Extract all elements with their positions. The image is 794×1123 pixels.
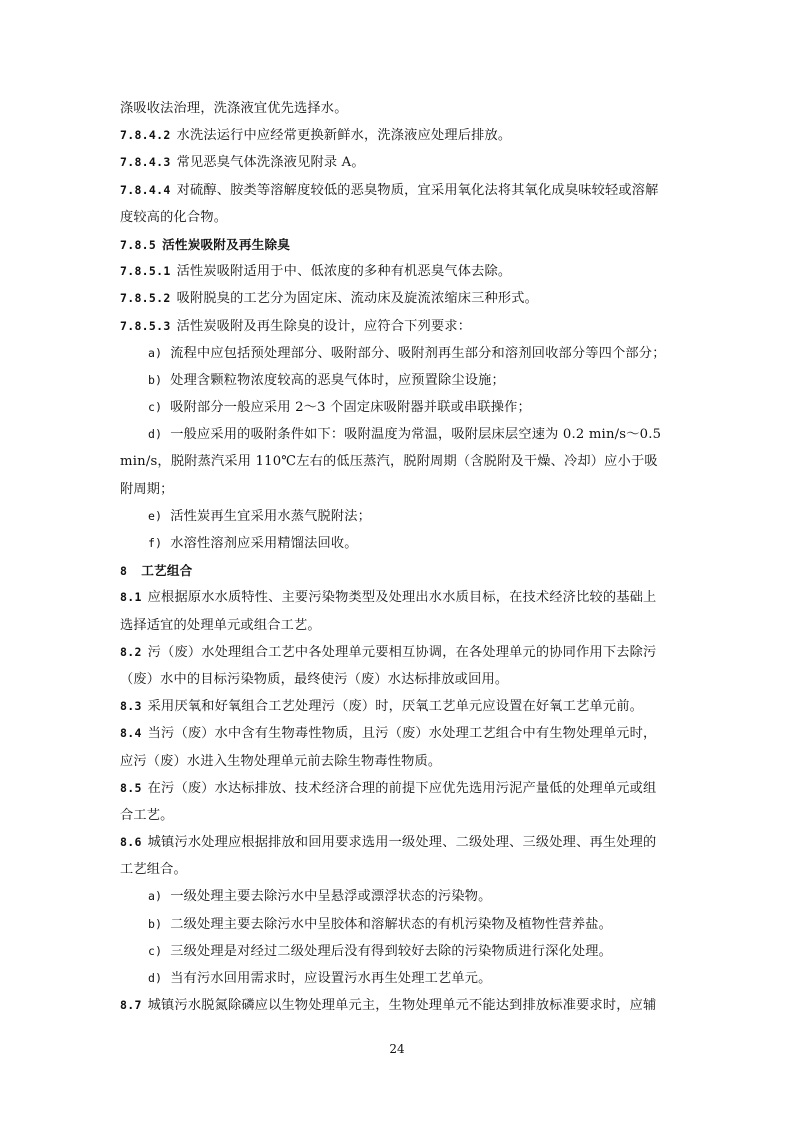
text-line: 应污（废）水进入生物处理单元前去除生物毒性物质。: [120, 753, 442, 769]
clause-number: 8.2: [120, 644, 142, 659]
clause-number: 7.8.5: [120, 237, 157, 252]
clause-7-8-5-3: 7.8.5.3 活性炭吸附及再生除臭的设计，应符合下列要求：: [120, 318, 472, 334]
list-item: c) 吸附部分一般应采用 2～3 个固定床吸附器并联或串联操作；: [148, 400, 531, 416]
clause-number: 8.4: [120, 726, 142, 741]
list-item: d) 一般应采用的吸附条件如下：吸附温度为常温，吸附层床层空速为 0.2 min/s～0.5: [148, 427, 662, 443]
list-item: f) 水溶性溶剂应采用精馏法回收。: [148, 536, 358, 551]
list-item: b) 二级处理主要去除污水中呈胶体和溶解状态的有机污染物及植物性营养盐。: [148, 916, 613, 932]
text-line: 度较高的化合物。: [120, 209, 228, 225]
text-line: 工艺组合。: [120, 862, 187, 878]
clause-number: 8.7: [120, 998, 142, 1013]
list-item: c) 三级处理是对经过二级处理后没有得到较好去除的污染物质进行深化处理。: [148, 943, 613, 959]
list-item: e) 活性炭再生宜采用水蒸气脱附法；: [148, 508, 372, 524]
clause-8-3: 8.3 采用厌氧和好氧组合工艺处理污（废）时，厌氧工艺单元应设置在好氧工艺单元前。: [120, 699, 644, 715]
clause-8-6: 8.6 城镇污水处理应根据排放和回用要求选用一级处理、二级处理、三级处理、再生处理的: [120, 835, 657, 851]
clause-7-8-4-2: 7.8.4.2 水洗法运行中应经常更换新鲜水，洗涤液应处理后排放。: [120, 128, 512, 144]
clause-number: 7.8.4.3: [120, 155, 171, 170]
clause-8-2: 8.2 污（废）水处理组合工艺中各处理单元要相互协调，在各处理单元的协同作用下去除污: [120, 644, 657, 660]
clause-number: 8.5: [120, 780, 142, 795]
clause-number: 7.8.5.2: [120, 291, 171, 306]
clause-8-1: 8.1 应根据原水水质特性、主要污染物类型及处理出水水质目标，在技术经济比较的基础上: [120, 590, 657, 606]
clause-number: 7.8.5.3: [120, 318, 171, 333]
section-heading-8: 8 工艺组合: [120, 563, 193, 579]
text-line: 附周期；: [120, 481, 174, 497]
section-heading-7-8-5: 7.8.5 活性炭吸附及再生除臭: [120, 236, 291, 252]
document-body: [120, 95, 676, 1019]
clause-7-8-4-3: 7.8.4.3 常见恶臭气体洗涤液见附录 A。: [120, 155, 365, 171]
text-line: min/s，脱附蒸汽采用 110℃左右的低压蒸汽，脱附周期（含脱附及干燥、冷却）应小于吸: [120, 454, 658, 470]
clause-number: 8.3: [120, 699, 142, 714]
list-item: a) 流程中应包括预处理部分、吸附部分、吸附剂再生部分和溶剂回收部分等四个部分；: [148, 345, 666, 361]
text-line: 选择适宜的处理单元或组合工艺。: [120, 617, 321, 633]
clause-number: 8.6: [120, 835, 142, 850]
clause-8-5: 8.5 在污（废）水达标排放、技术经济合理的前提下应优先选用污泥产量低的处理单元或组: [120, 780, 657, 796]
clause-7-8-4-4: 7.8.4.4 对硫醇、胺类等溶解度较低的恶臭物质，宜采用氧化法将其氧化成臭味较轻或溶解: [120, 182, 659, 198]
clause-8-7: 8.7 城镇污水脱氮除磷应以生物处理单元主，生物处理单元不能达到排放标准要求时，应辅: [120, 998, 657, 1014]
clause-number: 7.8.5.1: [120, 264, 171, 279]
text-line: 涤吸收法治理，洗涤液宜优先选择水。: [120, 101, 348, 116]
list-item: b) 处理含颗粒物浓度较高的恶臭气体时，应预置除尘设施；: [148, 372, 505, 388]
page-number: 24: [389, 1042, 405, 1056]
clause-number: 7.8.4.4: [120, 182, 171, 197]
clause-number: 8: [120, 564, 128, 579]
text-line: 合工艺。: [120, 807, 174, 823]
clause-number: 8.1: [120, 590, 142, 605]
list-item: d) 当有污水回用需求时，应设置污水再生处理工艺单元。: [148, 971, 492, 986]
text-line: （废）水中的目标污染物质，最终使污（废）水达标排放或回用。: [120, 671, 509, 687]
clause-7-8-5-2: 7.8.5.2 吸附脱臭的工艺分为固定床、流动床及旋流浓缩床三种形式。: [120, 291, 539, 307]
clause-number: 7.8.4.2: [120, 128, 171, 143]
clause-7-8-5-1: 7.8.5.1 活性炭吸附适用于中、低浓度的多种有机恶臭气体去除。: [120, 264, 512, 280]
clause-8-4: 8.4 当污（废）水中含有生物毒性物质，且污（废）水处理工艺组合中有生物处理单元时，: [120, 726, 657, 742]
list-item: a) 一级处理主要去除污水中呈悬浮或漂浮状态的污染物。: [148, 889, 492, 905]
